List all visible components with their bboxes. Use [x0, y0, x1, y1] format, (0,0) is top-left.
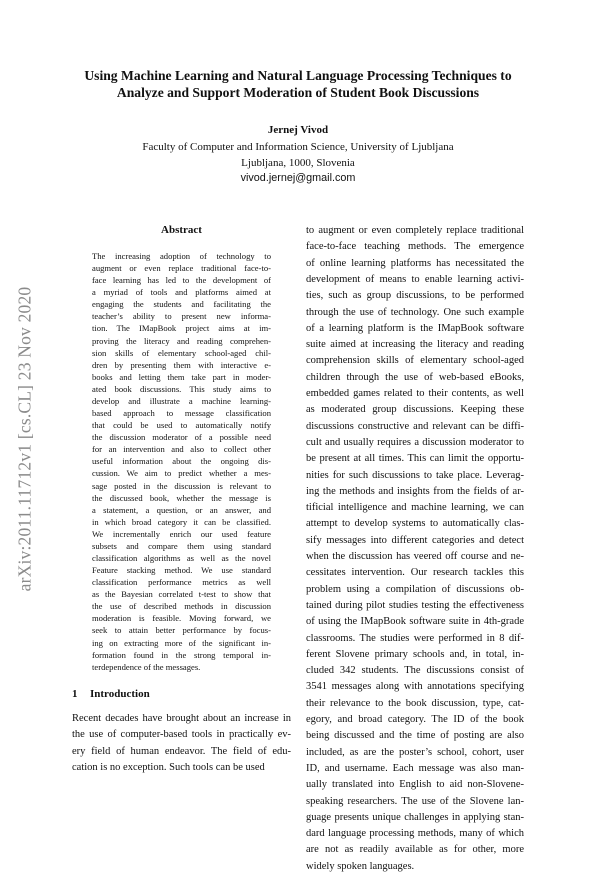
abstract-line: subsets and compare them using standard [92, 540, 271, 551]
body-text-line: through the use of technology. One such example [306, 306, 524, 318]
body-text-line: sify messages into different categories and detect [306, 534, 524, 546]
body-text-line: development of means to enable learning activi- [306, 273, 524, 285]
body-text-line: being discussed and the time of posting are also [306, 730, 524, 742]
abstract-line: ated book discussions. This study aims to [92, 383, 271, 394]
abstract-line: in which broad category it can be classified. [92, 516, 271, 527]
abstract-line: based approach to message classification [92, 408, 271, 419]
abstract-line: ing on extracting more of the significant in- [92, 637, 271, 648]
abstract-line: proving the literacy and reading comprehen- [92, 335, 271, 346]
body-text-line: problem using a compilation of discussions ob- [306, 583, 524, 595]
author-email[interactable]: vivod.jernej@gmail.com [240, 172, 356, 184]
section-number: 1 [72, 688, 78, 700]
body-text-line: dard language processing methods, many of which [306, 828, 524, 840]
section-title: Introduction [90, 688, 150, 700]
body-text-line: the use of computer-based tools in practically ev- [72, 729, 291, 741]
abstract-line: The increasing adoption of technology to [92, 251, 271, 261]
body-text-line: ery field of human endeavor. The field of edu- [72, 745, 291, 757]
abstract-line: that could be used to automatically notify [92, 420, 271, 431]
abstract-line: Feature stacking method. We use standard [92, 565, 271, 576]
body-text-line: tificial intelligence and machine learning, we can [306, 502, 524, 514]
arxiv-identifier-text: arXiv:2011.11712v1 [cs.CL] 23 Nov 2020 [14, 286, 35, 592]
body-text-line: ID, and username. Each message was also man- [306, 762, 524, 774]
body-text-line: nities for such discussions to take place. Leverag- [306, 469, 524, 481]
abstract-line: cussion. We aim to predict whether a mes- [92, 468, 271, 479]
abstract-line: classification performance metrics as well [92, 577, 271, 588]
body-text-line: are not as readily available as for other, more [306, 844, 524, 856]
abstract-line: sion skills of elementary school-aged chil- [92, 347, 271, 358]
body-text-line: of using the IMapBook software suite in 4th-grade [306, 616, 524, 628]
body-text-line: children through the use of web-based eBooks, [306, 371, 524, 383]
abstract-line: as the Bayesian correlated t-test to show that [92, 589, 271, 600]
abstract-line: tion. The IMapBook project aims at im- [92, 323, 271, 334]
body-text-line: when the discussion has veered off course and ne- [306, 551, 524, 562]
abstract-line: moderation is feasible. Moving forward, we [92, 613, 271, 624]
author-email-line [72, 172, 524, 184]
arxiv-identifier [12, 254, 38, 624]
body-text-line: cation is no exception. Such tools can be used [72, 761, 265, 773]
abstract-line: useful information about the ongoing dis- [92, 456, 271, 467]
paper-title [72, 67, 524, 101]
body-text-line: discussions constructive and relevant can be diffi- [306, 420, 524, 432]
body-text-line: speaking researchers. The use of the Slovene lan- [306, 795, 524, 807]
body-text-line: cult and usually requires a discussion moderator to [306, 436, 524, 448]
paper-title-line: Analyze and Support Moderation of Student Book Discussions [116, 85, 480, 100]
abstract-line: teacher’s ability to present new informa- [92, 311, 271, 322]
author-name: Jernej Vivod [267, 124, 329, 136]
body-text-line: tained during pilot studies testing the effectiveness [306, 599, 524, 611]
body-text-line: attempt to develop systems to automatically clas- [306, 518, 524, 530]
body-text-line: suite aimed at increasing the literacy and reading [306, 339, 524, 351]
body-text-line: classrooms. The studies were performed in 8 dif- [306, 632, 524, 644]
abstract-line: a statement, a question, or an answer, and [92, 504, 271, 515]
abstract-line: a myriad of tools and platforms aimed at [92, 287, 271, 298]
body-text-line: ing the methods and insights from the fields of ar- [306, 485, 524, 497]
body-text-line: cluded 342 students. The discussions consist of [306, 665, 524, 677]
abstract-line: dren by presenting them with interactive e- [92, 359, 271, 370]
affiliation-line: Faculty of Computer and Information Science, University of Ljubljana [142, 141, 454, 153]
body-text-line: widely spoken languages. [306, 860, 415, 872]
abstract-line: for an intervention and also to collect other [92, 444, 271, 455]
body-text-line: egory, and broad category. The ID of the book [306, 714, 524, 725]
body-text-line: comprehension skills of elementary school-aged [306, 355, 524, 367]
abstract-heading: Abstract [161, 224, 202, 236]
abstract-line: sage posted in the discussion is relevant to [92, 480, 271, 491]
section-heading [72, 688, 291, 700]
body-text-line: their relevance to the book discussion, type, cat- [306, 697, 524, 709]
body-text-line: of online learning platforms has necessitated the [306, 257, 524, 269]
body-text-line: Recent decades have brought about an increase in [72, 713, 291, 724]
body-text-line: embedded games related to their contents, as well [306, 388, 524, 399]
abstract-line: engaging the students and facilitating the [92, 299, 271, 310]
abstract-line: We incrementally enrich our used feature [92, 528, 271, 539]
body-text-line: as moderated group discussions. Keeping these [306, 404, 524, 416]
abstract-line: the discussed book, whether the message is [92, 492, 271, 503]
body-text-line: ferent Slovene primary schools and, in total, in- [306, 648, 524, 660]
body-text-line: 3541 messages along with annotations specifying [306, 681, 524, 693]
abstract-line: develop and illustrate a machine learning- [92, 395, 271, 406]
body-text-line: face-to-face teaching methods. The emergence [306, 241, 524, 253]
body-text-line: be present at all times. This can limit the opportu- [306, 453, 524, 465]
body-text-line: ties, such as group discussions, to be performed [306, 290, 524, 302]
abstract-line: the use of described methods in discussion [92, 601, 271, 612]
abstract-line: the discussion moderator of a possible need [92, 432, 271, 443]
body-text-line: included, as are the poster’s school, cohort, user [306, 746, 524, 758]
body-text-line: cessitates intervention. Our research tackles this [306, 567, 524, 579]
abstract-line: terdependence of the messages. [92, 661, 201, 672]
abstract-line: classification algorithms as well as the novel [92, 553, 271, 563]
paper-title-line: Using Machine Learning and Natural Language Processing Techniques to [84, 68, 512, 83]
abstract-line: books and letting them take part in moder- [92, 371, 271, 382]
abstract-line: face learning has led to the development of [92, 275, 271, 286]
abstract-line: seek to attain better performance by focus- [92, 625, 271, 636]
abstract-line: formation found in the strong temporal in- [92, 649, 271, 660]
abstract-line: augment or even replace traditional face-to- [92, 263, 271, 274]
body-text-line: of a learning platform is the IMapBook software [306, 322, 524, 334]
body-text-line: ually translated into English to aid non-Slovene- [306, 779, 524, 791]
affiliation-line: Ljubljana, 1000, Slovenia [241, 157, 355, 169]
body-text-line: guage presents unique challenges in applying stan- [306, 811, 524, 823]
body-text-line: to augment or even completely replace traditional [306, 225, 524, 236]
